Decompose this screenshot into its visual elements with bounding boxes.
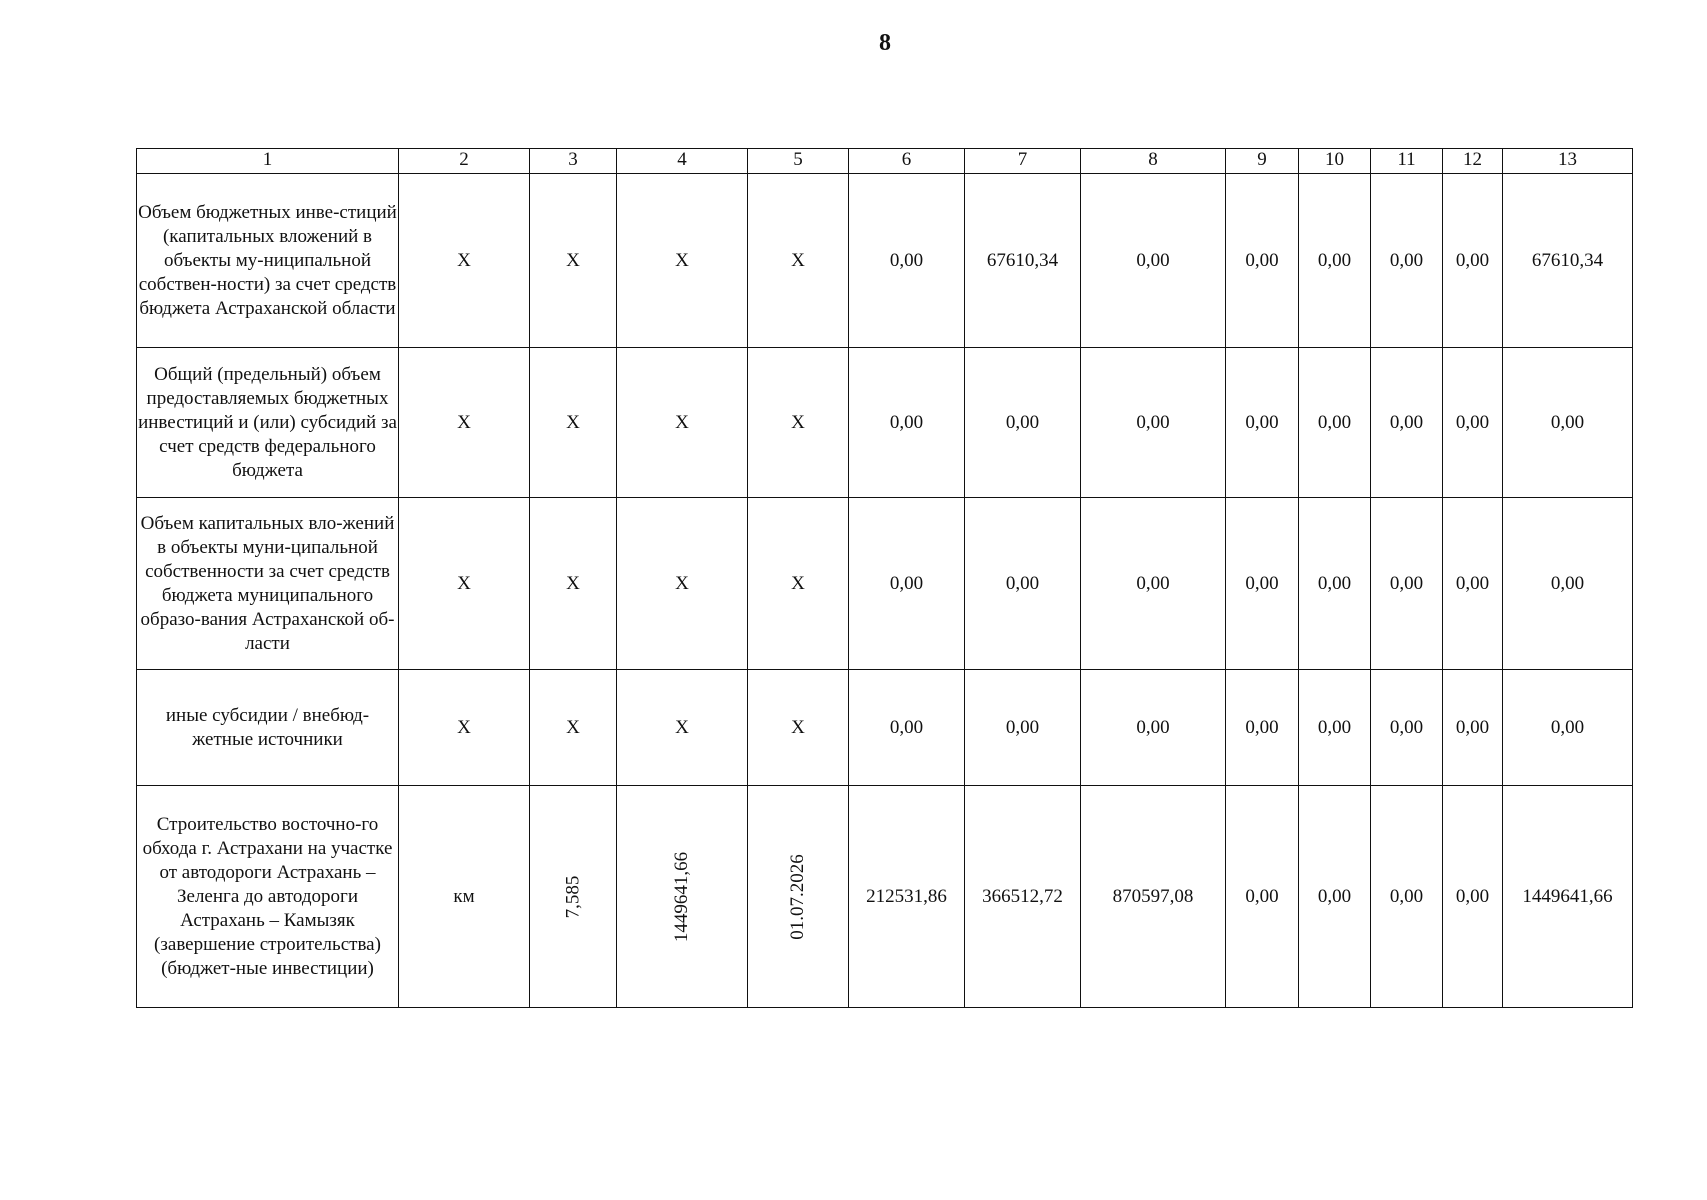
table-cell: X bbox=[530, 348, 617, 498]
table-cell: 0,00 bbox=[1503, 348, 1633, 498]
table-cell: 0,00 bbox=[1299, 348, 1371, 498]
table-cell: 0,00 bbox=[1371, 670, 1443, 786]
table-cell: 0,00 bbox=[1226, 670, 1299, 786]
table-cell-rotated bbox=[617, 786, 748, 1008]
row-description: Объем бюджетных инве-стиций (капитальных вложений в объекты му-ниципальной собствен-ности) за счет средств бюджета Астраханской области bbox=[137, 174, 399, 348]
column-header: 2 bbox=[399, 149, 530, 174]
table-cell: X bbox=[399, 174, 530, 348]
table-cell-rotated bbox=[530, 786, 617, 1008]
rotated-value: 7,585 bbox=[562, 875, 583, 918]
table-cell: 0,00 bbox=[1299, 174, 1371, 348]
table-cell: X bbox=[617, 670, 748, 786]
table-cell: 0,00 bbox=[1299, 786, 1371, 1008]
table-cell: 0,00 bbox=[1371, 348, 1443, 498]
table-row bbox=[137, 670, 1633, 786]
table-cell: 0,00 bbox=[849, 174, 965, 348]
table-cell: 1449641,66 bbox=[1503, 786, 1633, 1008]
table-cell: 0,00 bbox=[1299, 670, 1371, 786]
column-header: 1 bbox=[137, 149, 399, 174]
table-cell: X bbox=[748, 670, 849, 786]
table-cell: 0,00 bbox=[849, 348, 965, 498]
table-cell: 0,00 bbox=[1371, 174, 1443, 348]
table-cell: 0,00 bbox=[1503, 670, 1633, 786]
table-cell: 0,00 bbox=[1443, 348, 1503, 498]
table-row bbox=[137, 498, 1633, 670]
row-description: Общий (предельный) объем предоставляемых бюджетных инвестиций и (или) субсидий за счет средств федерального бюджета bbox=[137, 348, 399, 498]
column-header: 13 bbox=[1503, 149, 1633, 174]
row-description: Строительство восточно-го обхода г. Астрахани на участке от автодороги Астрахань – Зеленга до автодороги Астрахань – Камызяк (завершение строительства) (бюджет-ные инвестиции) bbox=[137, 786, 399, 1008]
table-cell: X bbox=[399, 498, 530, 670]
column-header: 9 bbox=[1226, 149, 1299, 174]
column-header: 4 bbox=[617, 149, 748, 174]
column-header: 8 bbox=[1081, 149, 1226, 174]
budget-table bbox=[136, 148, 1633, 1008]
table-cell: 0,00 bbox=[1226, 498, 1299, 670]
table-cell: 0,00 bbox=[849, 670, 965, 786]
table-row bbox=[137, 348, 1633, 498]
table-header-row bbox=[137, 149, 1633, 174]
rotated-value: 1449641,66 bbox=[671, 851, 692, 942]
table-cell: 0,00 bbox=[1443, 786, 1503, 1008]
table-cell: 0,00 bbox=[1443, 174, 1503, 348]
table-cell: 0,00 bbox=[1443, 498, 1503, 670]
table-cell: 0,00 bbox=[1443, 670, 1503, 786]
table-cell: 0,00 bbox=[965, 348, 1081, 498]
table-cell: 0,00 bbox=[1299, 498, 1371, 670]
table-cell: X bbox=[530, 670, 617, 786]
table-cell: 0,00 bbox=[1081, 670, 1226, 786]
table-cell: X bbox=[748, 498, 849, 670]
table-row bbox=[137, 174, 1633, 348]
table-cell: X bbox=[399, 348, 530, 498]
table-cell: 366512,72 bbox=[965, 786, 1081, 1008]
table-cell: 870597,08 bbox=[1081, 786, 1226, 1008]
table-cell: 0,00 bbox=[1081, 348, 1226, 498]
rotated-value: 01.07.2026 bbox=[787, 853, 808, 940]
column-header: 11 bbox=[1371, 149, 1443, 174]
column-header: 3 bbox=[530, 149, 617, 174]
table-cell: X bbox=[617, 498, 748, 670]
table-cell: X bbox=[530, 174, 617, 348]
table-cell-rotated bbox=[748, 786, 849, 1008]
column-header: 5 bbox=[748, 149, 849, 174]
row-description: иные субсидии / внебюд-жетные источники bbox=[137, 670, 399, 786]
page-number: 8 bbox=[879, 30, 891, 56]
row-description: Объем капитальных вло-жений в объекты муни-ципальной собственности за счет средств бюджета муниципального образо-вания Астраханской об-ласти bbox=[137, 498, 399, 670]
table-cell: 0,00 bbox=[965, 498, 1081, 670]
table-row bbox=[137, 786, 1633, 1008]
table-cell: км bbox=[399, 786, 530, 1008]
column-header: 6 bbox=[849, 149, 965, 174]
table-cell: X bbox=[748, 348, 849, 498]
table-cell: 0,00 bbox=[1371, 498, 1443, 670]
table-cell: 0,00 bbox=[849, 498, 965, 670]
table-cell: X bbox=[617, 174, 748, 348]
column-header: 7 bbox=[965, 149, 1081, 174]
table-cell: 0,00 bbox=[1081, 498, 1226, 670]
column-header: 12 bbox=[1443, 149, 1503, 174]
column-header: 10 bbox=[1299, 149, 1371, 174]
table-cell: X bbox=[399, 670, 530, 786]
table-cell: 67610,34 bbox=[1503, 174, 1633, 348]
table-cell: 0,00 bbox=[965, 670, 1081, 786]
table-cell: 0,00 bbox=[1226, 174, 1299, 348]
table-cell: 0,00 bbox=[1226, 348, 1299, 498]
table-cell: 0,00 bbox=[1081, 174, 1226, 348]
table-cell: X bbox=[617, 348, 748, 498]
table-cell: 212531,86 bbox=[849, 786, 965, 1008]
table-cell: 0,00 bbox=[1226, 786, 1299, 1008]
table-cell: 0,00 bbox=[1371, 786, 1443, 1008]
table-cell: X bbox=[530, 498, 617, 670]
table-cell: 67610,34 bbox=[965, 174, 1081, 348]
table-cell: X bbox=[748, 174, 849, 348]
table-cell: 0,00 bbox=[1503, 498, 1633, 670]
